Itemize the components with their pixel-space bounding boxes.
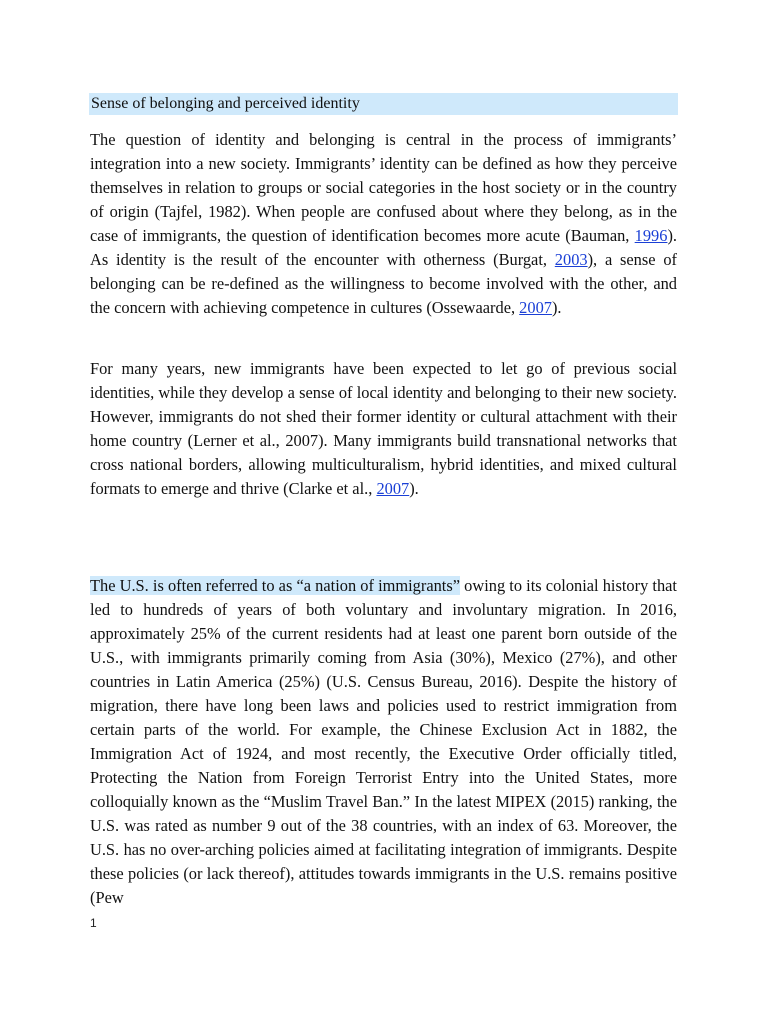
paragraph-transnational — [90, 357, 677, 501]
text-run: ). As identity is the result of the encounter with otherness (Burgat, — [90, 226, 677, 269]
highlighted-sentence: The U.S. is often referred to as “a nation of immigrants” — [90, 576, 461, 595]
text-run: ), a sense of belonging can be re-defined as the willingness to become involved with the other, and the concern with achieving competence in cultures (Ossewaarde, — [90, 250, 677, 317]
page-number: 1 — [90, 916, 97, 930]
text-run: ). — [409, 479, 419, 498]
section-heading: Sense of belonging and perceived identity — [89, 93, 678, 115]
text-run: ). — [551, 298, 562, 317]
citation-link-clarke-2007[interactable]: 2007 — [376, 479, 410, 498]
citation-link-bauman-1996[interactable]: 1996 — [634, 226, 668, 245]
citation-link-burgat-2003[interactable]: 2003 — [554, 250, 588, 269]
text-run: owing to its colonial history that led to hundreds of years of both voluntary and involuntary migration. In 2016, approximately 25% of the current residents had at least one parent born outside of the U.S., with immigrants primarily coming from Asia (30%), Mexico (27%), and other countries in Latin America (25%) (U.S. Census Bureau, 2016). Despite the history of migration, there have long been laws and policies used to restrict immigration from certain parts of the world. For example, the Chinese Exclusion Act in 1882, the Immigration Act of 1924, and most recently, the Executive Order officially titled, Protecting the Nation from Foreign Terrorist Entry into the United States, more colloquially known as the “Muslim Travel Ban.” In the latest MIPEX (2015) ranking, the U.S. was rated as number 9 out of the 38 countries, with an index of 63. Moreover, the U.S. has no over-arching policies aimed at facilitating integration of immigrants. Despite these policies (or lack thereof), attitudes towards immigrants in the U.S. remains positive (Pew — [90, 576, 677, 907]
paragraph-identity — [90, 128, 677, 320]
text-run: The question of identity and belonging is central in the process of immigrants’ integration into a new society. Immigrants’ identity can be defined as how they perceive themselves in relation to groups or social categories in the host society or in the country of origin (Tajfel, 1982). When people are confused about where they belong, as in the case of immigrants, the question of identification becomes more acute (Bauman, — [90, 130, 677, 245]
text-run: For many years, new immigrants have been expected to let go of previous social identities, while they develop a sense of local identity and belonging to their new society. However, immigrants do not shed their former identity or cultural attachment with their home country (Lerner et al., 2007). Many immigrants build transnational networks that cross national borders, allowing multiculturalism, hybrid identities, and mixed cultural formats to emerge and thrive (Clarke et al., — [90, 359, 677, 498]
citation-link-ossewaarde-2007[interactable]: 2007 — [519, 298, 552, 317]
paragraph-us-immigration — [90, 574, 677, 910]
